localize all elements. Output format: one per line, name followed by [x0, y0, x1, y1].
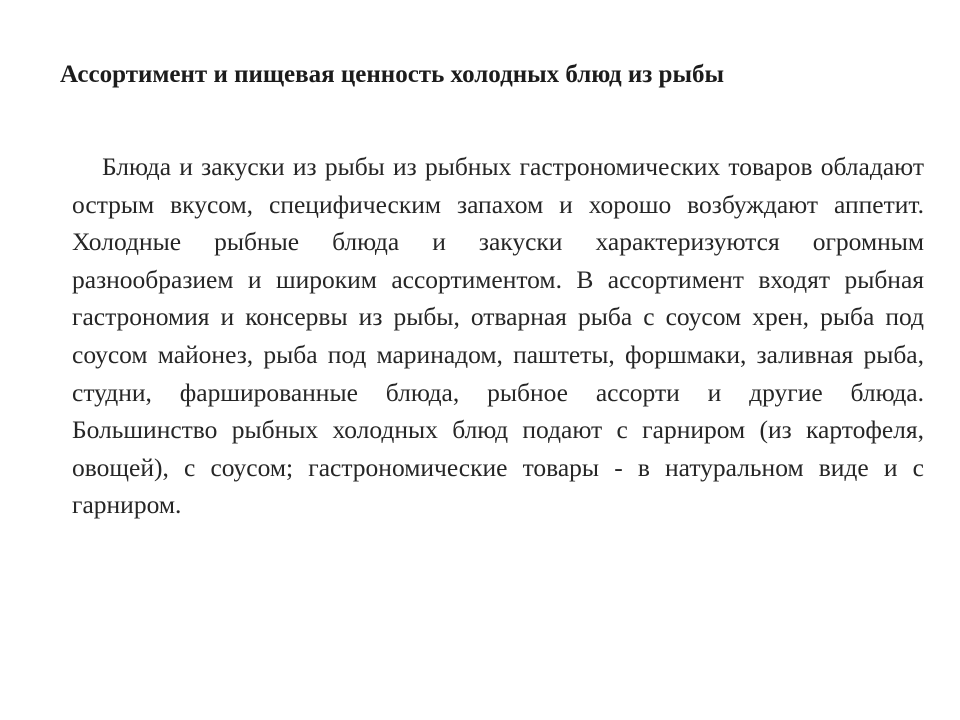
slide-title: Ассортимент и пищевая ценность холодных блюд из рыбы: [60, 61, 725, 88]
slide-body-paragraph: Блюда и закуски из рыбы из рыбных гастрономических товаров обладают острым вкусом, специфическим запахом и хорошо возбуждают аппетит. Холодные рыбные блюда и закуски характеризуются огромным разнообразием и широким ассортиментом. В ассортимент входят рыбная гастрономия и консервы из рыбы, отварная рыба с соусом хрен, рыба под соусом майонез, рыба под маринадом, паштеты, форшмаки, заливная рыба, студни, фаршированные блюда, рыбное ассорти и другие блюда. Большинство рыбных холодных блюд подают с гарниром (из картофеля, овощей), с соусом; гастрономические товары - в натуральном виде и с гарниром.: [72, 152, 924, 520]
